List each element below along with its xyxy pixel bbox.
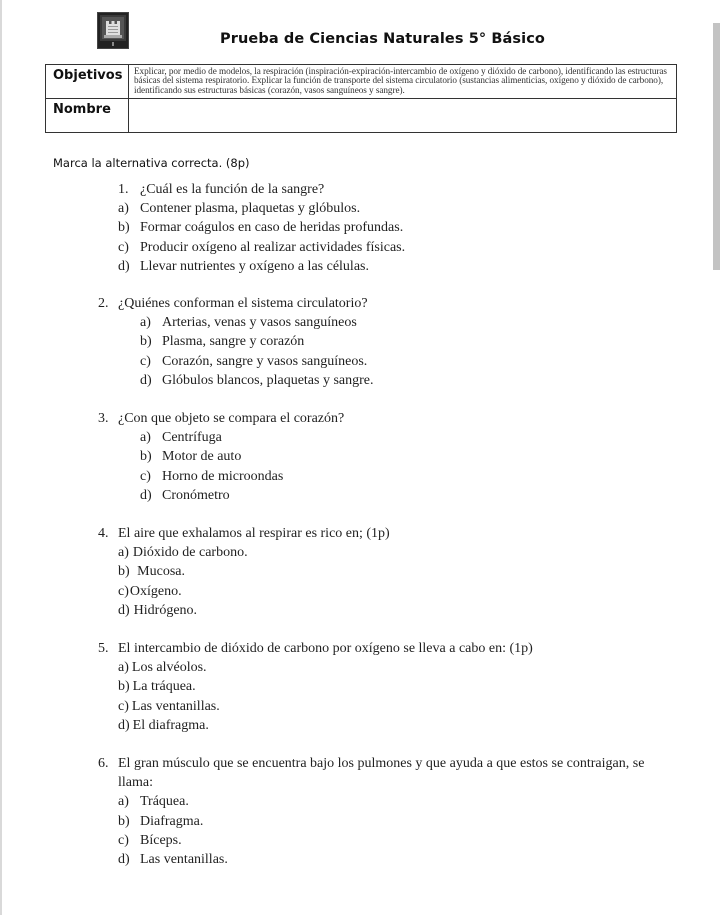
option-b[interactable] [118,562,390,581]
option-c[interactable] [140,352,374,371]
option-text: Cronómetro [162,487,230,503]
name-label: Nombre [46,99,129,133]
question-6 [98,754,644,869]
option-letter: c) [118,583,129,599]
option-text: Mucosa. [133,564,185,580]
option-d[interactable] [140,486,344,505]
question-stem [98,524,390,543]
name-row [46,99,677,133]
objectives-label: Objetivos [46,65,129,99]
option-letter: b) [140,449,152,465]
option-letter: c) [140,353,151,369]
option-text: Llevar nutrientes y oxígeno a las células. [140,258,369,274]
option-b[interactable] [118,812,644,831]
question-number: 5. [98,641,109,656]
option-text: Las ventanillas. [131,698,220,714]
question-stem [98,754,644,773]
option-text: Oxígeno. [129,583,182,599]
question-number: 3. [98,411,109,426]
option-c[interactable] [118,582,390,601]
option-text: El diafragma. [132,717,209,733]
option-letter: d) [118,852,130,868]
option-text: La tráquea. [132,679,196,695]
option-c[interactable] [118,697,533,716]
option-text: Los alvéolos. [131,660,207,676]
page-left-edge [0,0,2,915]
scrollbar-thumb[interactable] [713,23,720,270]
vertical-scrollbar[interactable] [712,0,720,915]
option-text: Motor de auto [162,449,242,465]
option-c[interactable] [140,467,344,486]
option-letter: b) [118,220,130,236]
option-text: Plasma, sangre y corazón [162,334,305,350]
option-text: Formar coágulos en caso de heridas profundas. [140,220,404,236]
option-d[interactable] [118,257,405,276]
objectives-row [46,65,677,99]
question-text-continuation: llama: [118,775,153,791]
question-4 [98,524,390,620]
option-letter: d) [118,717,130,733]
option-letter: d) [140,372,152,388]
option-text: Horno de microondas [162,468,284,484]
option-letter: b) [118,564,130,580]
option-text: Corazón, sangre y vasos sanguíneos. [162,353,368,369]
question-number: 1. [118,182,129,197]
option-a[interactable] [118,199,405,218]
option-letter: d) [118,602,130,618]
option-text: Contener plasma, plaquetas y glóbulos. [140,201,361,217]
option-letter: a) [118,660,129,676]
option-a[interactable] [140,313,374,332]
option-text: Glóbulos blancos, plaquetas y sangre. [162,372,374,388]
option-letter: d) [118,258,130,274]
option-b[interactable] [118,218,405,237]
option-d[interactable] [118,716,533,735]
option-text: Bíceps. [140,832,182,848]
question-stem [98,294,374,313]
option-letter: c) [118,832,129,848]
question-number: 6. [98,756,109,771]
option-a[interactable] [140,428,344,447]
option-a[interactable] [118,543,390,562]
option-text: Producir oxígeno al realizar actividades físicas. [140,239,406,255]
question-text: ¿Con que objeto se compara el corazón? [118,411,345,426]
name-field[interactable] [129,99,677,133]
option-letter: b) [118,679,130,695]
option-text: Centrífuga [162,430,222,446]
option-text: Diafragma. [140,813,204,829]
header-info-table [45,64,677,133]
question-text: ¿Cuál es la función de la sangre? [140,182,325,197]
option-letter: c) [140,468,151,484]
option-d[interactable] [118,850,644,869]
option-b[interactable] [140,332,374,351]
question-2 [98,294,374,390]
option-text: Arterias, venas y vasos sanguíneos [162,315,357,331]
option-text: Dióxido de carbono. [132,545,248,561]
school-crest-tower-icon [97,12,129,49]
option-letter: a) [140,430,151,446]
question-3 [98,409,344,505]
option-c[interactable] [118,238,405,257]
option-c[interactable] [118,831,644,850]
question-text: ¿Quiénes conforman el sistema circulatorio? [118,296,368,311]
question-text: El gran músculo que se encuentra bajo los pulmones y que ayuda a que estos se contraigan, se [118,756,645,771]
option-d[interactable] [140,371,374,390]
objectives-text: Explicar, por medio de modelos, la respiración (inspiración-expiración-intercambio de oxígeno y dióxido de carbono), identificando las estructuras básicas del sistema respiratorio. Explicar la función de transporte del sistema circulatorio (sustancias alimenticias, oxígeno y dióxido de carbono), identificando sus estructuras básicas (corazón, vasos sanguíneos y sangre). [129,65,677,99]
option-letter: d) [140,487,152,503]
option-letter: c) [118,698,129,714]
option-letter: a) [140,315,151,331]
option-letter: c) [118,239,129,255]
option-a[interactable] [118,658,533,677]
question-number: 4. [98,526,109,541]
option-letter: a) [118,545,129,561]
option-letter: b) [140,334,152,350]
option-letter: b) [118,813,130,829]
question-text: El aire que exhalamos al respirar es rico en; (1p) [118,526,390,541]
question-1 [118,180,405,276]
option-b[interactable] [118,677,533,696]
option-letter: a) [118,201,129,217]
question-number: 2. [98,296,109,311]
question-text: El intercambio de dióxido de carbono por oxígeno se lleva a cabo en: (1p) [118,641,533,656]
question-stem [98,409,344,428]
option-d[interactable] [118,601,390,620]
option-a[interactable] [118,792,644,811]
option-b[interactable] [140,447,344,466]
option-letter: a) [118,794,129,810]
question-5 [98,639,533,735]
instructions: Marca la alternativa correcta. (8p) [53,156,250,170]
option-text: Las ventanillas. [140,852,228,868]
option-text: Tráquea. [140,794,189,810]
option-text: Hidrógeno. [133,602,198,618]
question-stem [98,639,533,658]
question-stem [118,180,405,199]
document-title: Prueba de Ciencias Naturales 5° Básico [220,31,545,47]
